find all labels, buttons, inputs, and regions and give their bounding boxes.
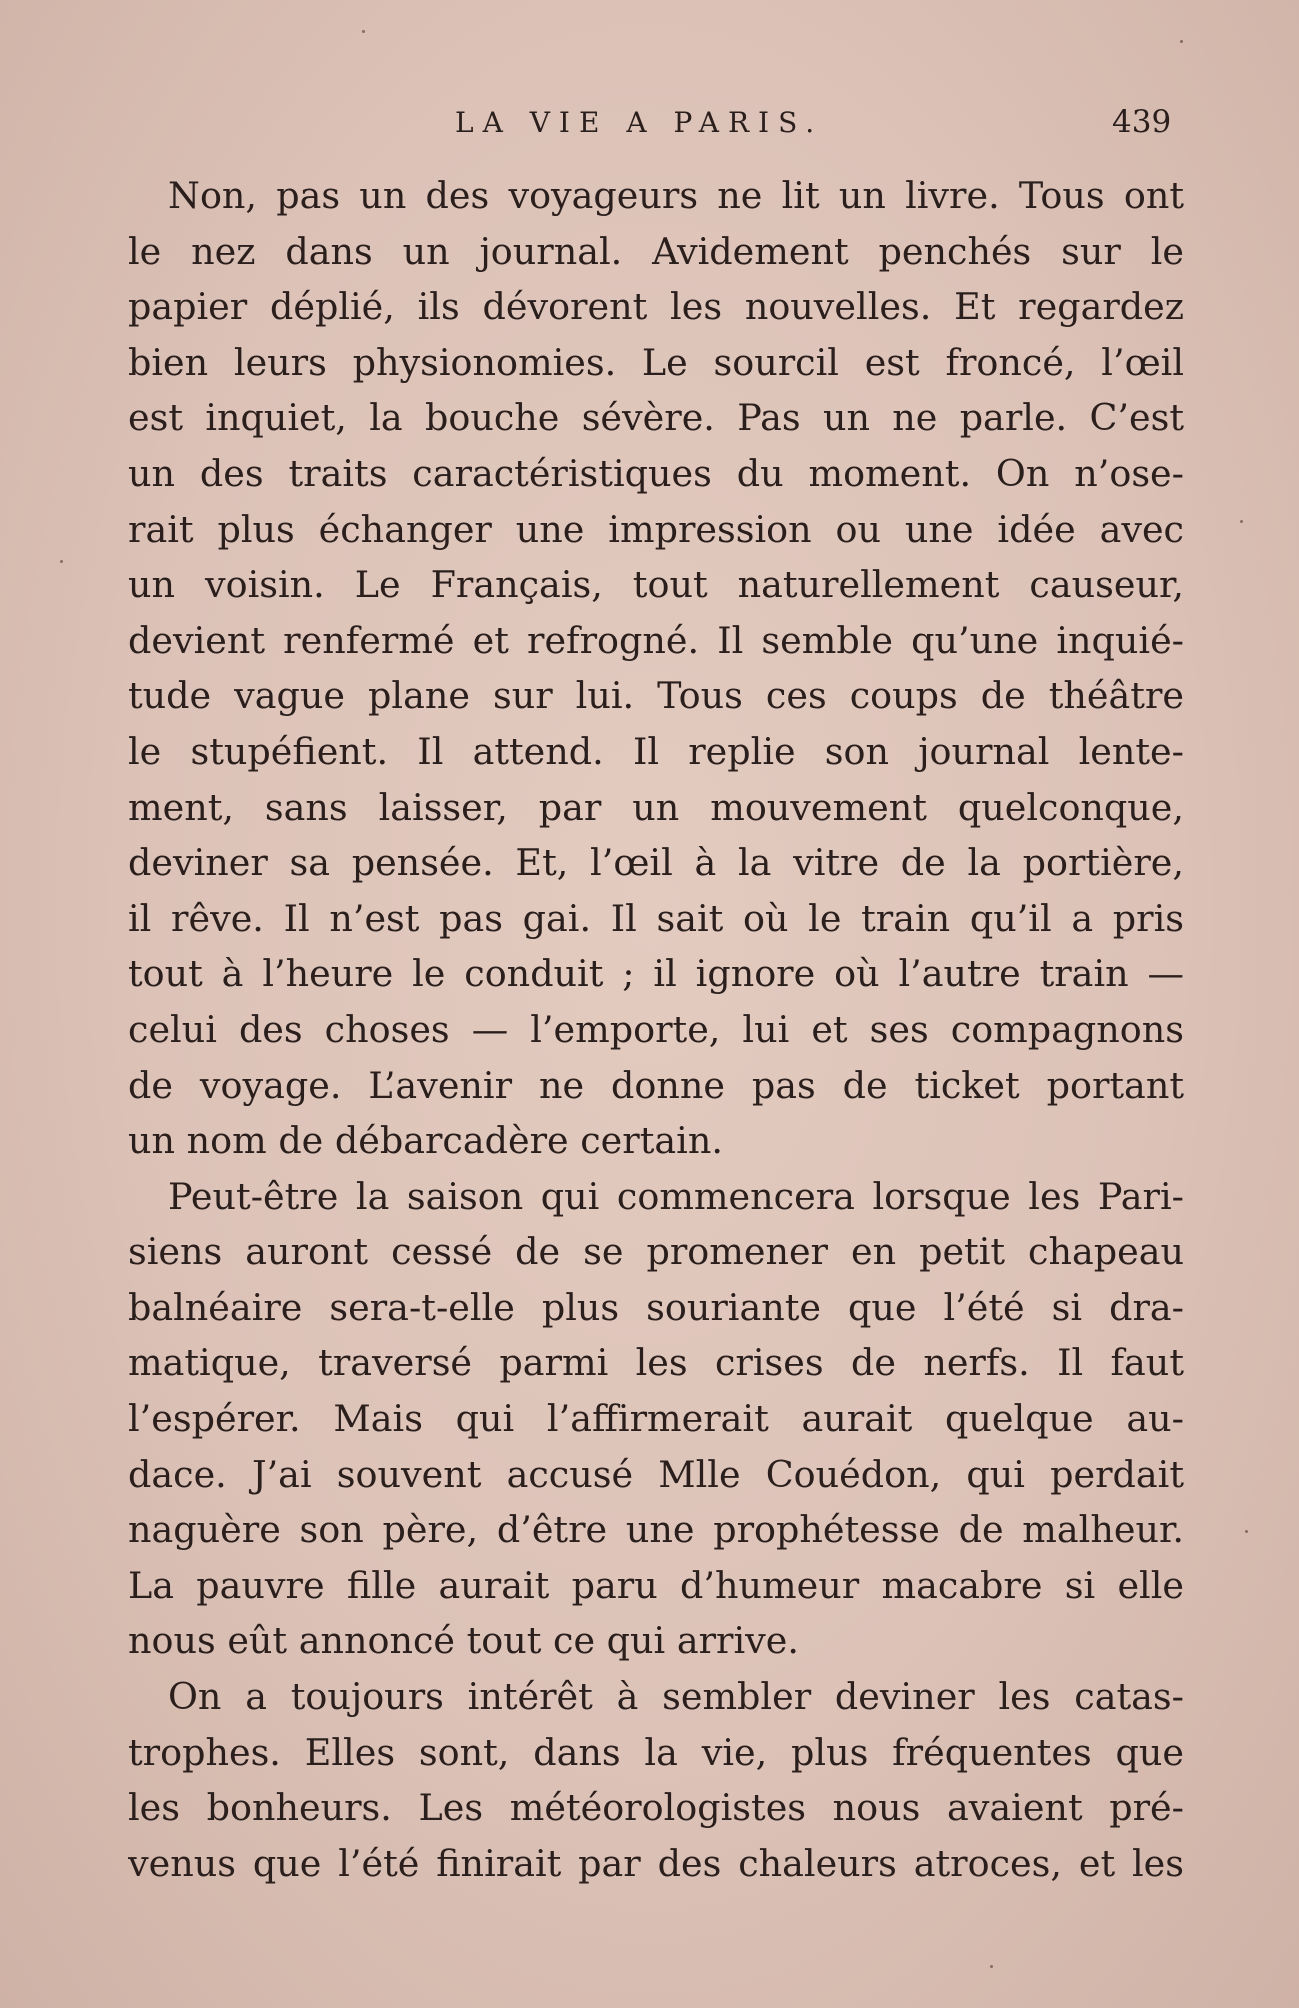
text-line: un des traits caractéristiques du moment. On n’ose- — [128, 451, 1184, 495]
paper-speck — [362, 30, 365, 33]
text-line: le stupéfient. Il attend. Il replie son journal lente- — [128, 729, 1184, 773]
text-line: devient renfermé et refrogné. Il semble qu’une inquié- — [128, 618, 1184, 662]
text-line: papier déplié, ils dévorent les nouvelles. Et regardez — [128, 285, 1184, 329]
text-line: il rêve. Il n’est pas gai. Il sait où le train qu’il a pris — [128, 896, 1184, 940]
text-line: est inquiet, la bouche sévère. Pas un ne parle. C’est — [128, 396, 1184, 440]
paragraph — [128, 1169, 1184, 1669]
text-line: deviner sa pensée. Et, l’œil à la vitre de la portière, — [128, 841, 1184, 885]
running-title: LA VIE A PARIS. — [455, 106, 824, 139]
text-line: siens auront cessé de se promener en petit chapeau — [128, 1230, 1184, 1274]
text-line: le nez dans un journal. Avidement penchés sur le — [128, 229, 1184, 273]
text-line: dace. J’ai souvent accusé Mlle Couédon, qui perdait — [128, 1452, 1184, 1496]
text-line: les bonheurs. Les météorologistes nous avaient pré- — [128, 1786, 1184, 1830]
paragraph — [128, 1669, 1184, 1891]
paper-speck — [1245, 1530, 1248, 1533]
text-line: un voisin. Le Français, tout naturellement causeur, — [128, 563, 1184, 607]
text-line: rait plus échanger une impression ou une idée avec — [128, 507, 1184, 551]
paper-speck — [1180, 40, 1183, 43]
text-line: Peut-être la saison qui commencera lorsque les Pari- — [168, 1174, 1184, 1218]
text-line: Non, pas un des voyageurs ne lit un livre. Tous ont — [168, 174, 1184, 217]
text-line: nous eût annoncé tout ce qui arrive. — [128, 1619, 799, 1663]
text-line: matique, traversé parmi les crises de nerfs. Il faut — [128, 1341, 1184, 1385]
text-line: venus que l’été finirait par des chaleurs atroces, et les — [128, 1841, 1184, 1885]
paper-speck — [60, 560, 63, 563]
paper-speck — [990, 1965, 993, 1968]
text-line: balnéaire sera-t-elle plus souriante que l’été si dra- — [128, 1285, 1184, 1329]
text-line: naguère son père, d’être une prophétesse de malheur. — [128, 1508, 1184, 1552]
text-line: ment, sans laisser, par un mouvement quelconque, — [128, 785, 1184, 829]
page-header — [0, 100, 1299, 145]
text-line: La pauvre fille aurait paru d’humeur macabre si elle — [128, 1563, 1184, 1607]
text-line: tout à l’heure le conduit ; il ignore où l’autre train — — [128, 952, 1184, 996]
body-text — [128, 168, 1184, 1891]
text-line: l’espérer. Mais qui l’affirmerait aurait quelque au- — [128, 1397, 1184, 1441]
text-line: celui des choses — l’emporte, lui et ses compagnons — [128, 1007, 1184, 1051]
page-number: 439 — [1112, 104, 1172, 140]
text-line: On a toujours intérêt à sembler deviner les catas- — [168, 1675, 1184, 1719]
paragraph — [128, 168, 1184, 1169]
text-line: un nom de débarcadère certain. — [128, 1119, 723, 1163]
text-line: bien leurs physionomies. Le sourcil est froncé, l’œil — [128, 340, 1184, 384]
text-line: de voyage. L’avenir ne donne pas de ticket portant — [128, 1063, 1184, 1107]
paper-speck — [1240, 520, 1243, 523]
text-line: tude vague plane sur lui. Tous ces coups de théâtre — [128, 674, 1184, 718]
text-line: trophes. Elles sont, dans la vie, plus fréquentes que — [128, 1730, 1184, 1774]
